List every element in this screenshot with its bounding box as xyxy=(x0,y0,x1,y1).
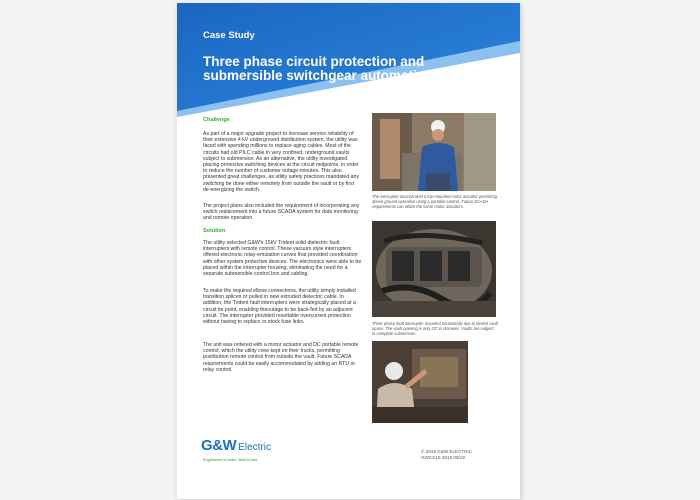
logo-sub-text: Electric xyxy=(238,442,271,453)
challenge-paragraph-1: As part of a major upgrade project to increase service reliability of their extensive 4 kV underground distribution system, the utility was faced with spending millions to replace aging cables. Most of the circuits had old PILC cable in very confined, underground vaults subject to submersion. As an alternative, the utility investigated placing protective switching devices at the circuit midpoints, in order to reduce the number of customer outage-minutes. This also presented great challenges, as utility safety practices mandated any switching be done either remotely from outside the vault or by first de-energizing the switch. xyxy=(203,131,360,193)
document-page xyxy=(177,3,520,499)
photo-motor-actuator xyxy=(372,113,496,191)
logo-tagline: Engineered to order. Built to last. xyxy=(203,458,259,462)
solution-heading: Solution xyxy=(203,228,226,234)
challenge-heading: Challenge xyxy=(203,117,230,123)
company-logo xyxy=(201,437,321,473)
challenge-paragraph-2: The project plans also included the requirement of incorporating any switch replacement into a future SCADA system for data monitoring and remote operation. xyxy=(203,203,360,222)
case-study-label: Case Study xyxy=(203,30,255,41)
solution-paragraph-2: To make the required elbow connections, the utility simply installed transition splices or pulled in new extruded dielectric cable. In addition, the Trident fault interrupters were strategically placed at a circuit tie point, enabling theoutage to be back-fed by an adjacent circuit. The interrupter provided resettable overcurrent protection without having to replace or stock fuse links. xyxy=(203,288,356,326)
solution-paragraph-3: The unit was ordered with a motor actuator and DC portable remote control, which the utility crew kept on their trucks, permitting pushbutton remote control from outside the vault. Future SCADA requirements could be easily accommodated by adding an RTU or relay control. xyxy=(203,342,359,373)
logo-wordmark xyxy=(201,437,271,454)
page-title: Three phase circuit protection and submersible switchgear automation xyxy=(203,54,434,83)
solution-paragraph-1: The utility selected G&W's 15kV Trident solid dielectric fault interrupters with remote control. These vacuum style interrupters offered electronic relay-emulation curves that provided coordination with other system protective devices. The electronics were able to be placed within the interrupter housing, eliminating the need for a separate submersible control box and cabling. xyxy=(203,240,362,278)
photo-vault-interrupter xyxy=(372,221,496,317)
logo-main-text: G&W xyxy=(201,437,237,454)
copyright-line: © 2019 G&W ELECTRIC xyxy=(421,449,473,454)
photo-2-caption: Three phase fault interrupter mounted horizontally due to limited vault space. The vault opening is only 23" in diameter. Vaults are subject to complete submersion. xyxy=(372,321,498,336)
photo-worker-vault xyxy=(372,341,468,423)
document-code-line: GWCS15-2019 06/19 xyxy=(421,454,465,460)
photo-1-caption: The interrupter incorporated a top-mounted motor actuator permitting above ground operation using a portable control. Future SCADA requirements can utilize the same motor actuators. xyxy=(372,194,497,209)
copyright-block xyxy=(421,449,472,460)
